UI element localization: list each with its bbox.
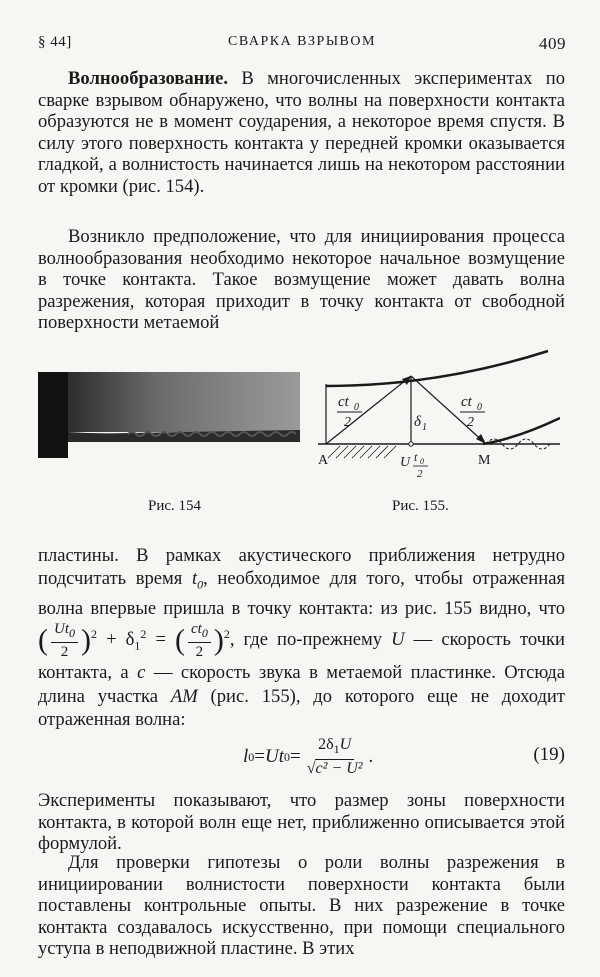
paragraph-hypothesis xyxy=(38,226,565,334)
label-u-t0-den: 2 xyxy=(417,468,423,480)
symbol-u: U xyxy=(391,629,405,651)
label-delta: δ xyxy=(414,414,421,430)
label-ct0-right-sub: 0 xyxy=(477,402,482,413)
label-ct0-left-den: 2 xyxy=(344,415,351,430)
symbol-am: AM xyxy=(170,685,198,707)
paragraph-control-experiments: Для проверки гипотезы о роли волны разрежения в инициировании волнистости поверхности контакта были поставлены контрольные опыты. В них разрежение в точке контакта создавалось искусственно, при помощи специального уступа в неподвижной пластине. В этих xyxy=(38,852,565,960)
paragraph-heading: Волнообразование. xyxy=(68,68,228,89)
label-ct0-left: ct xyxy=(338,394,349,410)
paragraph-text: Возникло предположение, что для инициирования процесса волнообразования необходимо некоторое начальное возмущение в точке контакта. Такое возмущение может давать волна разрежения, которая приходит в точку контакта от свободной поверхности метаемой xyxy=(38,226,565,334)
label-u-t0-sub: 0 xyxy=(420,457,424,466)
caption-figure-155: Рис. 155. xyxy=(392,498,449,514)
label-u-t0: t xyxy=(414,450,418,464)
label-point-m: M xyxy=(478,453,491,468)
figure-154-photo xyxy=(38,372,300,458)
page-number: 409 xyxy=(539,34,566,53)
paragraph-acoustic: пластины. В рамках акустического приближения нетрудно подсчитать время $t_0$, необходимое для того, чтобы отраженная волна впервые пришла в точку контакта: из рис. 155 видно, что ( $\frac{Ut_0}{2}$ )$^2 + \delta_1^2$ = ( $\frac{ct_0}{2}$ )$^2$, где по-прежнему U — скорость точки контакта, а c — скорость звука в метаемой пластинке. Отсюда длина участка AM (рис. 155), до которого еще не доходит отраженная волна: xyxy=(38,545,565,730)
running-title: СВАРКА ВЗРЫВОМ xyxy=(228,34,376,49)
equation-body: l 0 = Ut 0 = $\frac{2\delta_1U}{\text{√c² − U²}}$ . xyxy=(243,736,374,777)
label-ct0-left-sub: 0 xyxy=(354,402,359,413)
display-equation-19 xyxy=(38,732,565,782)
label-ct0-right: ct xyxy=(461,394,472,410)
section-number: § 44] xyxy=(38,34,72,50)
symbol-c: c xyxy=(137,662,146,684)
label-ct0-right-den: 2 xyxy=(467,415,474,430)
running-head xyxy=(38,34,566,54)
symbol-t0: $t_0$ xyxy=(191,568,204,592)
paragraph-text: В многочисленных экспериментах по сварке взрывом обнаружено, что волны на поверхности контакта образуются не в момент соударения, а некоторое время спустя. В силу этого поверхность контакта у передней кромки оказывается гладкой, а волнистость начинается лишь на некотором расстоянии от кромки (рис. 154). xyxy=(38,68,565,197)
figure-155-diagram xyxy=(318,346,560,482)
equation-number: (19) xyxy=(533,744,565,765)
inline-equation: ( $\frac{Ut_0}{2}$ )$^2 + \delta_1^2$ = ( $\frac{ct_0}{2}$ )$^2$ xyxy=(38,621,230,661)
label-delta-sub: 1 xyxy=(422,422,427,433)
paragraph-experiments: Эксперименты показывают, что размер зоны поверхности контакта, в которой волн еще нет, приближенно описывается этой формулой. xyxy=(38,790,565,855)
label-u: U xyxy=(400,455,411,470)
paragraph-wave-formation xyxy=(38,68,565,198)
caption-figure-154: Рис. 154 xyxy=(148,498,202,514)
label-point-a: A xyxy=(318,453,329,468)
